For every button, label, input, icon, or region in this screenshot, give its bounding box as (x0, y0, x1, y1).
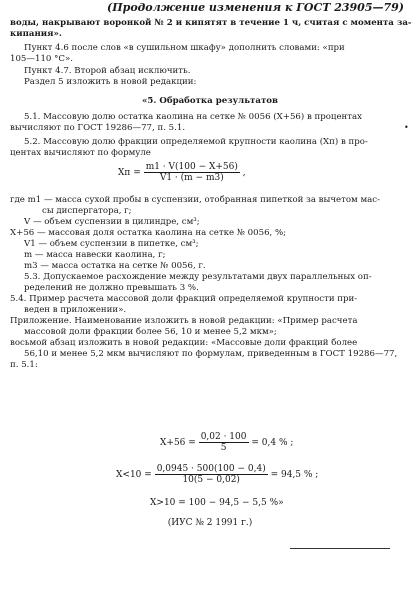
text-line: 5.3. Допускаемое расхождение между результатами двух параллельных оп- (24, 272, 372, 282)
text-line: 56,10 и менее 5,2 мкм вычисляют по формулам, приведенным в ГОСТ 19286—77, (24, 349, 398, 359)
text-line: 105—110 °С». (10, 54, 73, 64)
text-line: кипания». (10, 29, 62, 39)
formula-xn: Xп = $\frac{m1 \cdot V(100 - X+56)}{V1 \cdot (m - m3)}$ , (118, 162, 246, 183)
text-line: восьмой абзац изложить в новой редакции: «Массовые доли фракций более (10, 338, 358, 348)
text-line: воды, накрывают воронкой № 2 и кипятят в течение 1 ч, считая с момента за- (10, 18, 412, 28)
text-line: центах вычисляют по формуле (10, 148, 151, 158)
text-line: сы диспергатора, г; (42, 206, 132, 216)
text-line: V1 — объем суспензии в пипетке, см³; (24, 239, 199, 249)
margin-mark: • (404, 123, 409, 132)
formula-x56: X+56 = $\frac{0,02 \cdot 100}{5}$ = 0,4 % ; (160, 432, 294, 453)
text-line: m3 — масса остатка на сетке № 0056, г. (24, 261, 206, 271)
text-line: где m1 — масса сухой пробы в суспензии, отобранная пипеткой за вычетом мас- (10, 195, 380, 205)
text-line: Пункт 4.7. Второй абзац исключить. (24, 66, 191, 76)
text-line: Пункт 4.6 после слов «в сушильном шкафу» дополнить словами: «при (24, 43, 345, 53)
section-heading: «5. Обработка результатов (142, 96, 278, 106)
formula-x10: X<10 = $\frac{0,0945 \cdot 500(100 - 0,4)}{10(5 - 0,02)}$ = 94,5 % ; (116, 464, 319, 485)
text-line: веден в приложении». (24, 305, 127, 315)
text-line: п. 5.1: (10, 360, 38, 370)
text-line: X+56 — массовая доля остатка каолина на сетке № 0056, %; (10, 228, 287, 238)
text-line: Приложение. Наименование изложить в новой редакции: «Пример расчета (10, 316, 358, 326)
formula-x-gt10: X>10 = 100 − 94,5 − 5,5 %» (150, 498, 284, 508)
divider (290, 548, 390, 549)
text-line: m — масса навески каолина, г; (24, 250, 166, 260)
text-line: вычисляют по ГОСТ 19286—77, п. 5.1. (10, 123, 186, 133)
page-header: (Продолжение изменения к ГОСТ 23905—79) (107, 1, 404, 14)
text-line: Раздел 5 изложить в новой редакции: (24, 77, 197, 87)
text-line: 5.1. Массовую долю остатка каолина на сетке № 0056 (X+56) в процентах (24, 112, 363, 122)
text-line: 5.4. Пример расчета массовой доли фракций определяемой крупности при- (10, 294, 358, 304)
text-line: ределений не должно превышать 3 %. (24, 283, 199, 293)
text-line: V — объем суспензии в цилиндре, см³; (24, 217, 200, 227)
text-line: массовой доли фракции более 56, 10 и менее 5,2 мкм»; (24, 327, 277, 337)
ius-reference: (ИУС № 2 1991 г.) (167, 518, 253, 528)
text-line: 5.2. Массовую долю фракции определяемой крупности каолина (Xп) в про- (24, 137, 368, 147)
